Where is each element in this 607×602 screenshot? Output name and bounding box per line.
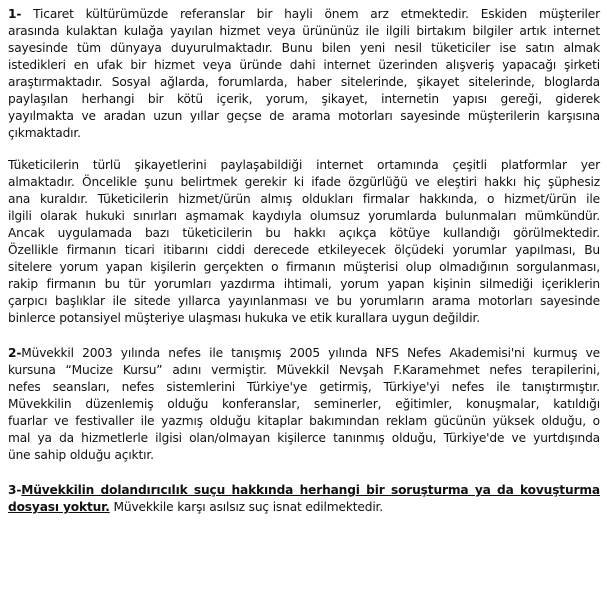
- paragraph-2-line-2: almaktadır. Öncelikle şunu belirtmek gerekir ki ifade özgürlüğü ve eleştiri hakkı hiç şüphesiz: [8, 175, 600, 189]
- paragraph-2-line-10: binlerce potansiyel müşteriye ulaşması hukuka ve etik kurallara uygun değildir.: [8, 311, 480, 325]
- paragraph-1-line-1-text: Ticaret kültürümüzde referanslar bir hayli önem arz etmektedir. Eskiden müşteriler: [33, 7, 600, 21]
- paragraph-3: [8, 345, 600, 464]
- paragraph-1-line-1: [8, 6, 600, 23]
- paragraph-2-line-7: sitelere yorum yapan kişilerin gerçekten o firmanın müşterisi olup olmadığının sorgulanması,: [8, 260, 600, 274]
- paragraph-3-line-1: [8, 345, 600, 362]
- paragraph-1-line-7: yayılmakta ve aradan uzun yıllar geçse de arama motorları sayesinde müşterilerin karşısına: [8, 109, 600, 123]
- paragraph-2-line-5: Ancak uygulamada bazı tüketicilerin bu hakkı açıkça kötüye kullandığı görülmektedir.: [8, 226, 600, 240]
- paragraph-4-bold-line-1: Müvekkilin dolandırıcılık suçu hakkında herhangi bir soruşturma ya da kovuşturma: [21, 483, 600, 497]
- paragraph-2-line-8: rakip firmanın bu tür yorumları yazdırma ihtimali, yorum yapan kişinin silmediği içeriklerin: [8, 277, 600, 291]
- paragraph-3-line-5: fuarlar ve festivaller ile yazmış olduğu kitaplar bakımından reklam gücünün yüksek olduğu, o: [8, 414, 600, 428]
- paragraph-4-line-2: [8, 499, 600, 516]
- paragraph-4-bold-line-2: dosyası yoktur.: [8, 500, 110, 514]
- paragraph-2-line-9: çarpıcı başlıklar ile sitede yıllarca yayınlanması ve bu yorumların arama motorları sayesinde: [8, 294, 600, 308]
- paragraph-spacer: [8, 142, 600, 157]
- paragraph-3-line-1-text: Müvekkil 2003 yılında nefes ile tanışmış 2005 yılında NFS Nefes Akademisi'ni kurmuş ve: [21, 346, 600, 360]
- paragraph-2-line-3: ana kuraldır. Tüketicilerin hizmet/ürün almış oldukları firmalar hakkında, o hizmet/ürün ile: [8, 192, 600, 206]
- paragraph-1-line-3: sayesinde tüm dünyaya duyurulmaktadır. Bunu bilen yeni nesil tüketiciler ise satın almak: [8, 41, 600, 55]
- paragraph-3-number: 2-: [8, 346, 22, 360]
- paragraph-1-line-6: paylaşılan herhangi bir kötü içerik, yorum, şikayet, internetin yapısı gereği, giderek: [8, 92, 600, 106]
- paragraph-4-line-1: [8, 482, 600, 499]
- paragraph-1-line-4: istedikleri en ufak bir hizmet veya üründe dahi internet üzerinden alışveriş yapacağı şirketi: [8, 58, 600, 72]
- paragraph-spacer: [8, 464, 600, 482]
- paragraph-2-line-1: Tüketicilerin türlü şikayetlerini paylaşabildiği internet ortamında çeşitli platformlar yer: [8, 158, 600, 172]
- paragraph-2: [8, 157, 600, 327]
- paragraph-1-number: 1-: [8, 7, 22, 21]
- paragraph-1-line-8: çıkmaktadır.: [8, 126, 81, 140]
- paragraph-2-line-6: Özellikle firmanın ticari itibarını ciddi derecede etkileyecek ölçüdeki yorumlar yapılması, Bu: [8, 243, 600, 257]
- paragraph-1-line-5: araştırmaktadır. Sosyal ağlarda, forumlarda, haber sitelerinde, şikayet sitelerinde, bloglarda: [8, 75, 600, 89]
- paragraph-4-number: 3-: [8, 483, 22, 497]
- paragraph-spacer: [8, 327, 600, 345]
- paragraph-1: [8, 6, 600, 142]
- document-page: [8, 6, 600, 516]
- paragraph-3-line-3: nefes seansları, nefes sistemlerini Türkiye'ye getirmiş, Türkiye'yi nefes ile tanıştırmıştır.: [8, 380, 600, 394]
- paragraph-1-line-2: arasında kulaktan kulağa yayılan hizmet veya ürününüz ile ilgili birtakım bilgiler artık internet: [8, 24, 600, 38]
- paragraph-3-line-6: mal ya da hizmetlerle ilgisi olan/olmayan kişilerce tanınmış olduğu, Türkiye'de ve yurtdışında: [8, 431, 600, 445]
- paragraph-3-line-4: Müvekkilin düzenlemiş olduğu konferanslar, seminerler, eğitimler, konuşmalar, katıldığı: [8, 397, 600, 411]
- paragraph-4: [8, 482, 600, 516]
- paragraph-4-tail: Müvekkile karşı asılsız suç isnat edilmektedir.: [109, 500, 384, 514]
- paragraph-3-line-7: üne sahip olduğu açıktır.: [8, 448, 154, 462]
- paragraph-2-line-4: ilgili olarak hukuki sınırları aşmamak kaydıyla olumsuz yorumlarda bulunmaları mümkündür.: [8, 209, 600, 223]
- paragraph-3-line-2: kursuna “Mucize Kursu” adını vermiştir. Müvekkil Nevşah F.Karamehmet nefes terapilerini,: [8, 363, 600, 377]
